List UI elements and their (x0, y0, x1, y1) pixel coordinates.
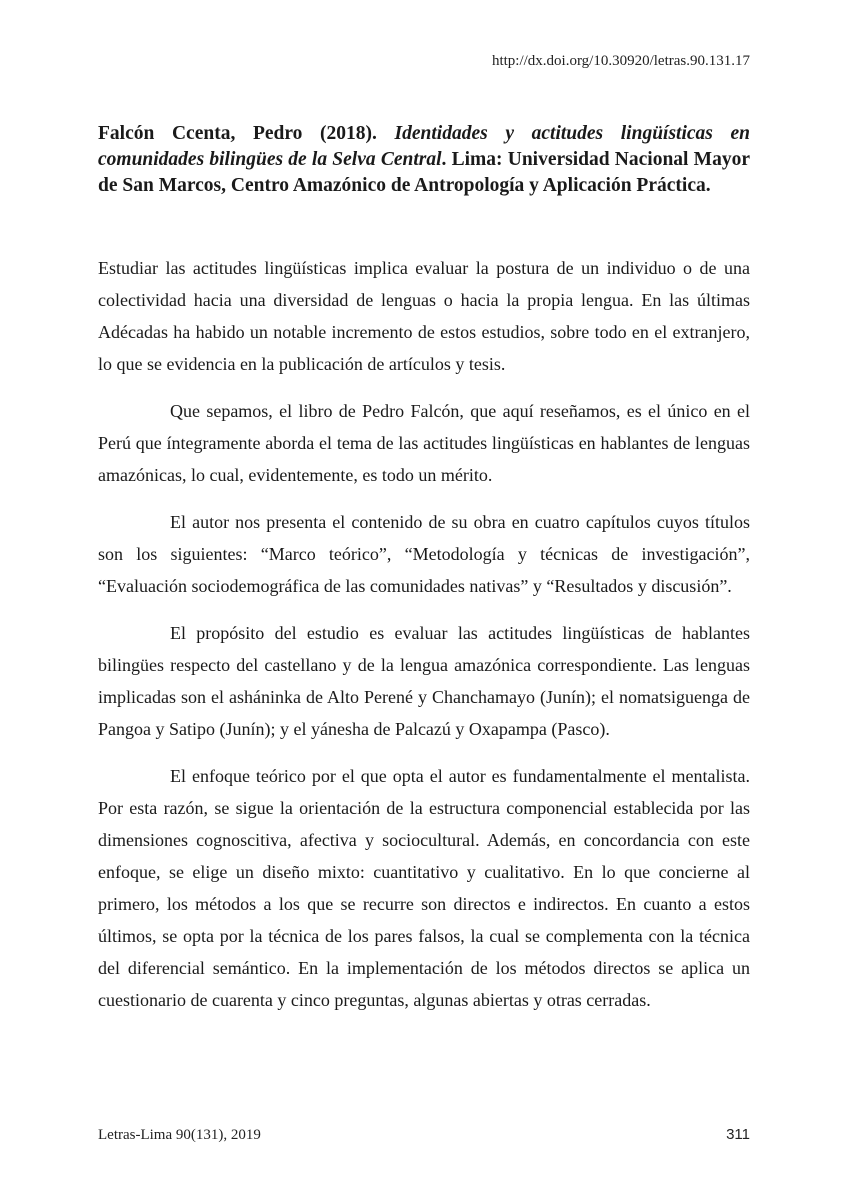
citation-author-year: Falcón Ccenta, Pedro (2018). (98, 123, 377, 144)
paragraph-3: El autor nos presenta el contenido de su obra en cuatro capítulos cuyos títulos son los siguientes: “Marco teórico”, “Metodología y técnicas de investigación”, “Evaluación sociodemográfica de las comunidades nativas” y “Resultados y discusión”. (98, 512, 750, 596)
paragraph-1: Estudiar las actitudes lingüísticas implica evaluar la postura de un individuo o de una colectividad hacia una diversidad de lenguas o hacia la propia lengua. En las últimas Adécadas ha habido un notable incremento de estos estudios, sobre todo en el extranjero, lo que se evidencia en la publicación de artículos y tesis. (98, 258, 750, 374)
paragraph-4: El propósito del estudio es evaluar las actitudes lingüísticas de hablantes bilingües respecto del castellano y de la lengua amazónica correspondiente. Las lenguas implicadas son el asháninka de Alto Perené y Chanchamayo (Junín); el nomatsiguenga de Pangoa y Satipo (Junín); y el yánesha de Palcazú y Oxapampa (Pasco). (98, 623, 750, 739)
review-citation (98, 121, 750, 199)
review-body (98, 252, 750, 1031)
page-number: 311 (726, 1126, 750, 1143)
paragraph-5: El enfoque teórico por el que opta el autor es fundamentalmente el mentalista. Por esta razón, se sigue la orientación de la estructura componencial establecida por las dimensiones cognoscitiva, afectiva y sociocultural. Además, en concordancia con este enfoque, se elige un diseño mixto: cuantitativo y cualitativo. En lo que concierne al primero, los métodos a los que se recurre son directos e indirectos. En cuanto a estos últimos, se opta por la técnica de los pares falsos, la cual se complementa con la técnica del diferencial semántico. En la implementación de los métodos directos se aplica un cuestionario de cuarenta y cinco preguntas, algunas abiertas y otras cerradas. (98, 766, 750, 1010)
citation-publisher: . Lima: Universidad Nacional Mayor de San Marcos, Centro Amazónico de Antropología y Aplicación Práctica. (98, 149, 750, 196)
paragraph-2: Que sepamos, el libro de Pedro Falcón, que aquí reseñamos, es el único en el Perú que íntegramente aborda el tema de las actitudes lingüísticas en hablantes de lenguas amazónicas, lo cual, evidentemente, es todo un mérito. (98, 401, 750, 485)
citation-book-title: Identidades y actitudes lingüísticas en comunidades bilingües de la Selva Central (98, 123, 751, 170)
doi-link[interactable]: http://dx.doi.org/10.30920/letras.90.131.17 (491, 53, 750, 69)
footer-journal-info: Letras-Lima 90(131), 2019 (98, 1127, 261, 1143)
